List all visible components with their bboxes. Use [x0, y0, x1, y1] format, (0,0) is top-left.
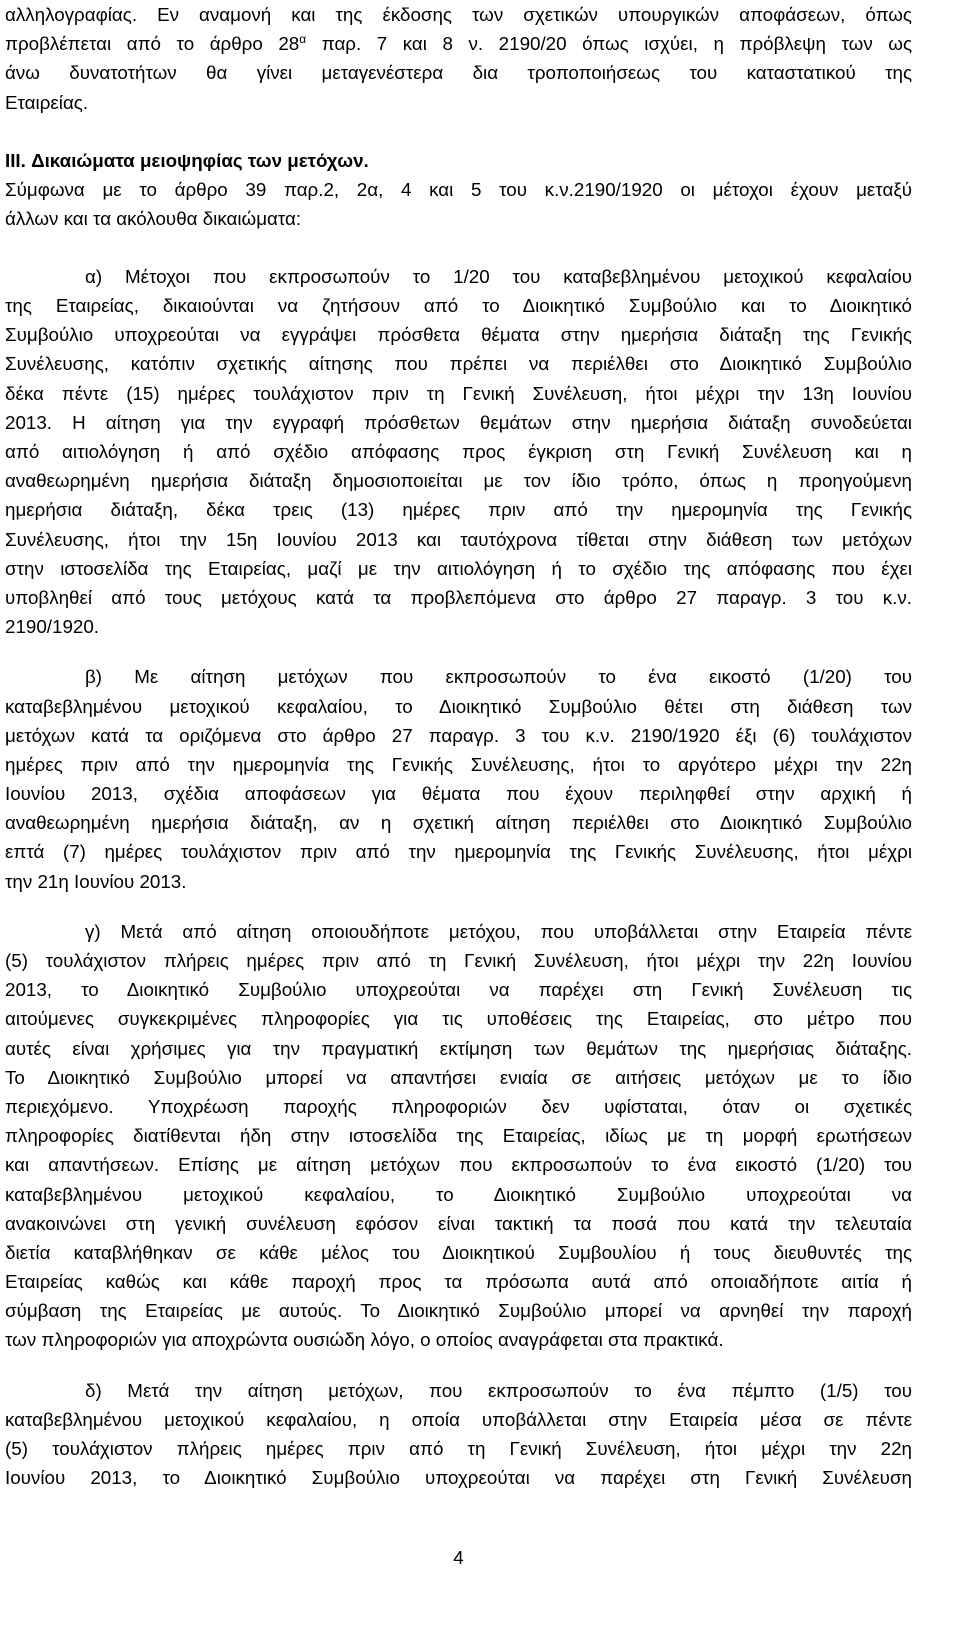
paragraph-line: επτά (7) ημέρες τουλάχιστον πριν από την ημερομηνία της Γενικής Συνέλευσης, ήτοι μέχρι — [5, 841, 912, 863]
section-heading: III. Δικαιώματα μειοψηφίας των μετόχων. — [5, 149, 369, 171]
paragraph-line: Συνέλευσης, ήτοι την 15η Ιουνίου 2013 και ταυτόχρονα τίθεται στην διάθεση των μετόχων — [5, 528, 912, 550]
paragraph-line: Συνέλευσης, κατόπιν σχετικής αίτησης που πρέπει να περιέλθει στο Διοικητικό Συμβούλιο — [5, 353, 912, 375]
paragraph-a — [5, 262, 912, 641]
paragraph-line: αναθεωρημένη ημερήσια διάταξη, αν η σχετική αίτηση περιέλθει στο Διοικητικό Συμβούλιο — [5, 812, 912, 834]
paragraph-line: (5) τουλάχιστον πλήρεις ημέρες πριν από τη Γενική Συνέλευση, ήτοι μέχρι την 22η — [5, 1438, 912, 1460]
paragraph-line: των πληροφοριών για αποχρώντα ουσιώδη λόγο, ο οποίος αναγράφεται στα πρακτικά. — [5, 1329, 724, 1351]
page-number: 4 — [453, 1547, 464, 1568]
paragraph-line: και απαντήσεων. Επίσης με αίτηση μετόχων που εκπροσωπούν το ένα εικοστό (1/20) του — [5, 1154, 912, 1176]
paragraph-line: Εταιρείας καθώς και κάθε παροχή προς τα πρόσωπα αυτά από οποιαδήποτε αιτία ή — [5, 1271, 912, 1293]
paragraph-line: γ) Μετά από αίτηση οποιουδήποτε μετόχου, που υποβάλλεται στην Εταιρεία πέντε — [85, 920, 912, 942]
paragraph-line: αλληλογραφίας. Εν αναμονή και της έκδοσης των σχετικών υπουργικών αποφάσεων, όπως — [5, 4, 912, 25]
paragraph-b — [5, 662, 912, 896]
paragraph-line: Το Διοικητικό Συμβούλιο μπορεί να απαντήσει ενιαία σε αιτήσεις μετόχων με το ίδιο — [5, 1066, 912, 1088]
paragraph-line: Ιουνίου 2013, το Διοικητικό Συμβούλιο υποχρεούται να παρέχει στη Γενική Συνέλευση — [5, 1467, 912, 1489]
paragraph-line: ημερήσια διάταξη, δέκα τρεις (13) ημέρες πριν από την ημερομηνία της Γενικής — [5, 499, 912, 521]
paragraph-line: Ιουνίου 2013, σχέδια αποφάσεων για θέματα που έχουν περιληφθεί στην αρχική ή — [5, 783, 912, 805]
paragraph-line: 2013. Η αίτηση για την εγγραφή πρόσθετων θεμάτων στην ημερήσια διάταξη συνοδεύεται — [5, 411, 912, 433]
paragraph-line: ανακοινώνει στη γενική συνέλευση εφόσον είναι τακτική τα ποσά που κατά την τελευταία — [5, 1212, 912, 1234]
paragraph-line: πληροφορίες διατίθενται ήδη στην ιστοσελίδα της Εταιρείας, ιδίως με τη μορφή ερωτήσεων — [5, 1125, 912, 1147]
line-text: παρ. 7 και 8 ν. 2190/20 όπως ισχύει, η πρόβλεψη των ως — [306, 33, 913, 55]
paragraph-line: δ) Μετά την αίτηση μετόχων, που εκπροσωπούν το ένα πέμπτο (1/5) του — [85, 1379, 912, 1401]
intro-paragraph — [5, 0, 912, 117]
rights-intro-paragraph — [5, 175, 912, 233]
document-page — [5, 0, 912, 1492]
paragraph-line: Σύμφωνα με το άρθρο 39 παρ.2, 2α, 4 και 5 του κ.ν.2190/1920 οι μέτοχοι έχουν μεταξύ — [5, 178, 912, 200]
paragraph-line: Συμβούλιο υποχρεούται να εγγράψει πρόσθετα θέματα στην ημερήσια διάταξη της Γενικής — [5, 324, 912, 346]
paragraph-line: περιεχόμενο. Υποχρέωση παροχής πληροφοριών δεν υφίσταται, όταν οι σχετικές — [5, 1095, 912, 1117]
paragraph-line: στην ιστοσελίδα της Εταιρείας, μαζί με την αιτιολόγηση ή το σχέδιο της απόφασης που έχει — [5, 557, 912, 579]
paragraph-line: α) Μέτοχοι που εκπροσωπούν το 1/20 του καταβεβλημένου μετοχικού κεφαλαίου — [85, 265, 912, 287]
paragraph-line: καταβεβλημένου μετοχικού κεφαλαίου, το Διοικητικό Συμβούλιο υποχρεούται να — [5, 1183, 912, 1205]
paragraph-line: καταβεβλημένου μετοχικού κεφαλαίου, το Διοικητικό Συμβούλιο θέτει στη διάθεση των — [5, 695, 912, 717]
paragraph-line: καταβεβλημένου μετοχικού κεφαλαίου, η οποία υποβάλλεται στην Εταιρεία μέσα σε πέντε — [5, 1408, 912, 1430]
paragraph-line: την 21η Ιουνίου 2013. — [5, 870, 187, 892]
paragraph-line: υποβληθεί από τους μετόχους κατά τα προβλεπόμενα στο άρθρο 27 παραγρ. 3 του κ.ν. — [5, 586, 912, 608]
paragraph-line: 2013, το Διοικητικό Συμβούλιο υποχρεούται να παρέχει στη Γενική Συνέλευση τις — [5, 979, 912, 1001]
paragraph-line: β) Με αίτηση μετόχων που εκπροσωπούν το ένα εικοστό (1/20) του — [85, 666, 912, 688]
paragraph-line: διετία καταβλήθηκαν σε κάθε μέλος του Διοικητικού Συμβουλίου ή τους διευθυντές της — [5, 1241, 912, 1263]
paragraph-line: από αιτιολόγηση ή από σχέδιο απόφασης προς έγκριση στη Γενική Συνέλευση και η — [5, 441, 912, 463]
paragraph-line: μετόχων κατά τα οριζόμενα στο άρθρο 27 παραγρ. 3 του κ.ν. 2190/1920 έξι (6) τουλάχιστον — [5, 724, 912, 746]
paragraph-line: ημέρες πριν από την ημερομηνία της Γενικής Συνέλευσης, ήτοι το αργότερο μέχρι την 22η — [5, 753, 912, 775]
paragraph-line: σύμβαση της Εταιρείας με αυτούς. Το Διοικητικό Συμβούλιο μπορεί να αρνηθεί την παροχή — [5, 1300, 912, 1322]
paragraph-line: Εταιρείας. — [5, 91, 89, 113]
paragraph-line: της Εταιρείας, δικαιούνται να ζητήσουν από το Διοικητικό Συμβούλιο και το Διοικητικό — [5, 295, 912, 317]
paragraph-line — [5, 29, 912, 58]
paragraph-line: αναθεωρημένη ημερήσια διάταξη δημοσιοποιείται με τον ίδιο τρόπο, όπως η προηγούμενη — [5, 470, 912, 492]
paragraph-line: άλλων και τα ακόλουθα δικαιώματα: — [5, 207, 302, 229]
superscript: α — [299, 32, 307, 47]
paragraph-line: (5) τουλάχιστον πλήρεις ημέρες πριν από τη Γενική Συνέλευση, ήτοι μέχρι την 22η Ιουνίου — [5, 950, 912, 972]
paragraph-d — [5, 1376, 912, 1493]
paragraph-line: αυτές είναι χρήσιμες για την πραγματική εκτίμηση των θεμάτων της ημερήσιας διάταξης. — [5, 1037, 912, 1059]
line-text: προβλέπεται από το άρθρο 28 — [5, 33, 300, 55]
paragraph-line: 2190/1920. — [5, 616, 99, 638]
paragraph-line: άνω δυνατοτήτων θα γίνει μεταγενέστερα δια τροποποιήσεως του καταστατικού της — [5, 62, 912, 84]
paragraph-c — [5, 917, 912, 1355]
paragraph-line: δέκα πέντε (15) ημέρες τουλάχιστον πριν τη Γενική Συνέλευση, ήτοι μέχρι την 13η Ιουνίου — [5, 382, 912, 404]
paragraph-line: αιτούμενες συγκεκριμένες πληροφορίες για τις υποθέσεις της Εταιρείας, στο μέτρο που — [5, 1008, 912, 1030]
